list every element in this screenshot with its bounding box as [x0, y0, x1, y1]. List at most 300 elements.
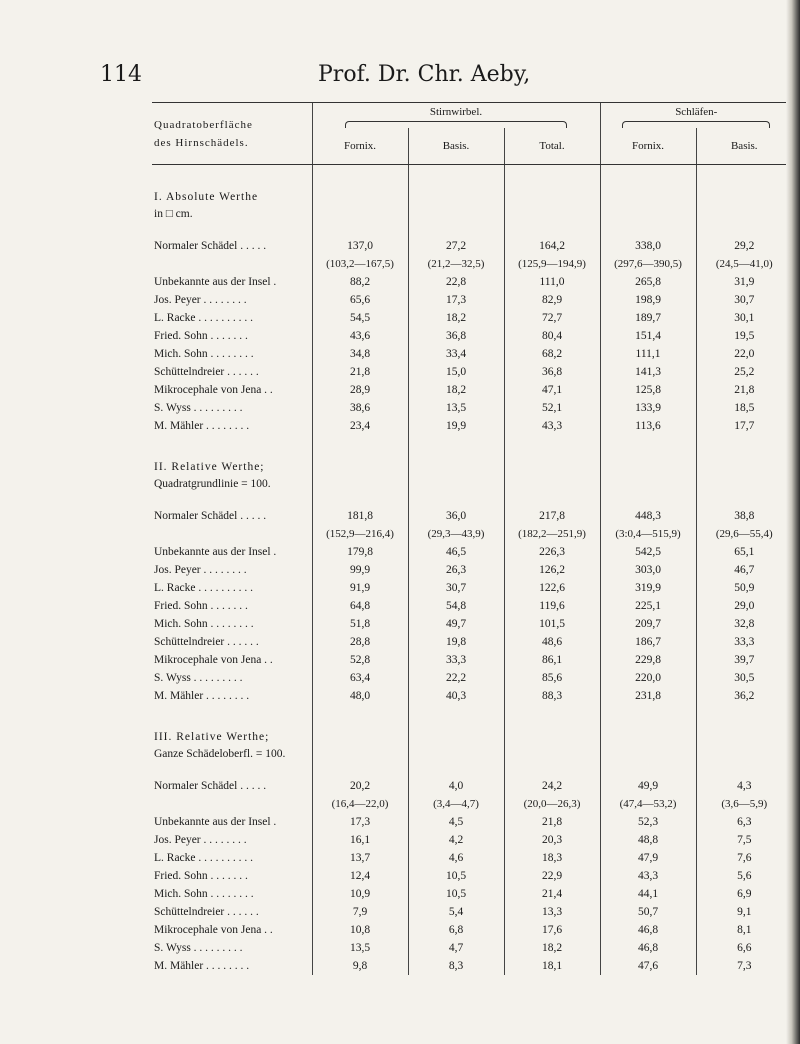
- spacer-cell: [312, 223, 408, 237]
- row-label: L. Racke . . . . . . . . . .: [154, 582, 254, 594]
- range-label-cell: [152, 525, 312, 543]
- value-cell: 22,2: [408, 669, 504, 687]
- value-cell: 21,8: [504, 813, 600, 831]
- value-cell: 43,3: [504, 417, 600, 435]
- value-cell: 18,2: [504, 939, 600, 957]
- value-cell: 47,9: [600, 849, 696, 867]
- value-cell: 43,3: [600, 867, 696, 885]
- value-cell: 18,3: [504, 849, 600, 867]
- page-number: 114: [100, 62, 142, 87]
- value-cell: 189,7: [600, 309, 696, 327]
- group-header-stirnwirbel: [312, 103, 600, 129]
- range-cell: (24,5—41,0): [696, 255, 792, 273]
- value-cell: 22,0: [696, 345, 792, 363]
- page-header: [100, 62, 700, 92]
- value-cell: 179,8: [312, 543, 408, 561]
- value-cell: 48,8: [600, 831, 696, 849]
- table-row: [152, 939, 792, 957]
- value-cell: 126,2: [504, 561, 600, 579]
- value-cell: 33,4: [408, 345, 504, 363]
- value-cell: 88,3: [504, 687, 600, 705]
- value-cell: 226,3: [504, 543, 600, 561]
- value-cell: 4,6: [408, 849, 504, 867]
- value-cell: 13,7: [312, 849, 408, 867]
- row-label: Mikrocephale von Jena . .: [154, 654, 273, 666]
- range-cell: (16,4—22,0): [312, 795, 408, 813]
- value-cell: 5,4: [408, 903, 504, 921]
- table-body: [152, 165, 792, 976]
- value-cell: 43,6: [312, 327, 408, 345]
- value-cell: 52,3: [600, 813, 696, 831]
- section-title: [152, 165, 312, 224]
- value-cell: 46,8: [600, 921, 696, 939]
- table-row: [152, 777, 792, 795]
- range-cell: (125,9—194,9): [504, 255, 600, 273]
- spacer-cell: [408, 763, 504, 777]
- value-cell: 52,1: [504, 399, 600, 417]
- value-cell: 4,7: [408, 939, 504, 957]
- value-cell: 225,1: [600, 597, 696, 615]
- value-cell: 38,6: [312, 399, 408, 417]
- spacer-cell: [600, 493, 696, 507]
- col-head-basis: Basis.: [408, 128, 504, 165]
- table-row: [152, 903, 792, 921]
- table-row: [152, 561, 792, 579]
- range-label-cell: [152, 255, 312, 273]
- row-label: Mich. Sohn . . . . . . . .: [154, 348, 254, 360]
- range-cell: (297,6—390,5): [600, 255, 696, 273]
- value-cell: 50,9: [696, 579, 792, 597]
- value-cell: 9,1: [696, 903, 792, 921]
- col-head-fornix-2: Fornix.: [600, 128, 696, 165]
- row-label: Schüttelndreier . . . . . .: [154, 366, 259, 378]
- range-cell: (103,2—167,5): [312, 255, 408, 273]
- value-cell: 39,7: [696, 651, 792, 669]
- value-cell: 34,8: [312, 345, 408, 363]
- corner-label-line1: Quadratoberfläche: [154, 118, 253, 131]
- spacer-row: [152, 493, 792, 507]
- empty-cell: [600, 705, 696, 763]
- spacer-row: [152, 763, 792, 777]
- range-cell: (47,4—53,2): [600, 795, 696, 813]
- table-row: [152, 399, 792, 417]
- value-cell: 119,6: [504, 597, 600, 615]
- section-subheading: Ganze Schädeloberfl. = 100.: [154, 748, 286, 760]
- value-cell: 7,5: [696, 831, 792, 849]
- value-cell: 36,8: [504, 363, 600, 381]
- table-header: [152, 103, 792, 165]
- value-cell: 38,8: [696, 507, 792, 525]
- table-row: [152, 507, 792, 525]
- table-row: [152, 309, 792, 327]
- row-label: Jos. Peyer . . . . . . . .: [154, 564, 247, 576]
- value-cell: 9,8: [312, 957, 408, 975]
- value-cell: 28,9: [312, 381, 408, 399]
- value-cell: 20,2: [312, 777, 408, 795]
- value-cell: 319,9: [600, 579, 696, 597]
- value-cell: 15,0: [408, 363, 504, 381]
- value-cell: 17,6: [504, 921, 600, 939]
- table-row: [152, 345, 792, 363]
- empty-cell: [504, 165, 600, 224]
- empty-cell: [408, 165, 504, 224]
- value-cell: 7,6: [696, 849, 792, 867]
- table-row: [152, 813, 792, 831]
- value-cell: 54,8: [408, 597, 504, 615]
- table-row: [152, 417, 792, 435]
- row-label: Mich. Sohn . . . . . . . .: [154, 888, 254, 900]
- range-cell: (3,6—5,9): [696, 795, 792, 813]
- table-row: [152, 579, 792, 597]
- range-cell: (152,9—216,4): [312, 525, 408, 543]
- value-cell: 10,5: [408, 867, 504, 885]
- value-cell: 448,3: [600, 507, 696, 525]
- spacer-cell: [152, 223, 312, 237]
- value-cell: 65,6: [312, 291, 408, 309]
- empty-cell: [408, 435, 504, 493]
- value-cell: 13,3: [504, 903, 600, 921]
- row-label: Mikrocephale von Jena . .: [154, 924, 273, 936]
- value-cell: 21,8: [312, 363, 408, 381]
- value-cell: 164,2: [504, 237, 600, 255]
- value-cell: 31,9: [696, 273, 792, 291]
- spacer-cell: [408, 223, 504, 237]
- row-label: L. Racke . . . . . . . . . .: [154, 852, 254, 864]
- value-cell: 51,8: [312, 615, 408, 633]
- row-label: Fried. Sohn . . . . . . .: [154, 600, 248, 612]
- table-row: [152, 273, 792, 291]
- value-cell: 125,8: [600, 381, 696, 399]
- value-cell: 4,0: [408, 777, 504, 795]
- value-cell: 19,8: [408, 633, 504, 651]
- brace-stirnwirbel: [345, 121, 568, 128]
- value-cell: 28,8: [312, 633, 408, 651]
- value-cell: 36,8: [408, 327, 504, 345]
- value-cell: 5,6: [696, 867, 792, 885]
- value-cell: 24,2: [504, 777, 600, 795]
- value-cell: 101,5: [504, 615, 600, 633]
- range-label-cell: [152, 795, 312, 813]
- value-cell: 29,2: [696, 237, 792, 255]
- section-title-row: [152, 165, 792, 224]
- value-cell: 29,0: [696, 597, 792, 615]
- range-cell: (3,4—4,7): [408, 795, 504, 813]
- value-cell: 17,7: [696, 417, 792, 435]
- spacer-cell: [504, 763, 600, 777]
- value-cell: 49,9: [600, 777, 696, 795]
- range-cell: (29,6—55,4): [696, 525, 792, 543]
- row-label: Unbekannte aus der Insel .: [154, 816, 277, 828]
- range-row: [152, 255, 792, 273]
- empty-cell: [312, 705, 408, 763]
- table-row: [152, 687, 792, 705]
- measurement-table: [152, 102, 792, 975]
- value-cell: 63,4: [312, 669, 408, 687]
- value-cell: 137,0: [312, 237, 408, 255]
- empty-cell: [696, 165, 792, 224]
- row-label: Normaler Schädel . . . . .: [154, 240, 267, 252]
- value-cell: 10,8: [312, 921, 408, 939]
- row-label: Jos. Peyer . . . . . . . .: [154, 834, 247, 846]
- value-cell: 198,9: [600, 291, 696, 309]
- value-cell: 12,4: [312, 867, 408, 885]
- table-row: [152, 633, 792, 651]
- value-cell: 17,3: [312, 813, 408, 831]
- value-cell: 209,7: [600, 615, 696, 633]
- value-cell: 6,9: [696, 885, 792, 903]
- row-label: Schüttelndreier . . . . . .: [154, 636, 259, 648]
- value-cell: 25,2: [696, 363, 792, 381]
- table-row: [152, 327, 792, 345]
- value-cell: 4,3: [696, 777, 792, 795]
- spacer-cell: [696, 493, 792, 507]
- table-row: [152, 237, 792, 255]
- value-cell: 10,9: [312, 885, 408, 903]
- table-row: [152, 651, 792, 669]
- empty-cell: [696, 705, 792, 763]
- value-cell: 542,5: [600, 543, 696, 561]
- value-cell: 113,6: [600, 417, 696, 435]
- value-cell: 44,1: [600, 885, 696, 903]
- range-cell: (21,2—32,5): [408, 255, 504, 273]
- value-cell: 64,8: [312, 597, 408, 615]
- empty-cell: [312, 165, 408, 224]
- value-cell: 33,3: [408, 651, 504, 669]
- spacer-cell: [696, 223, 792, 237]
- row-label: Mich. Sohn . . . . . . . .: [154, 618, 254, 630]
- spacer-cell: [696, 763, 792, 777]
- value-cell: 26,3: [408, 561, 504, 579]
- value-cell: 30,5: [696, 669, 792, 687]
- value-cell: 6,8: [408, 921, 504, 939]
- value-cell: 231,8: [600, 687, 696, 705]
- group-label-schlaefen: Schläfen-: [675, 106, 718, 118]
- row-label: Fried. Sohn . . . . . . .: [154, 870, 248, 882]
- value-cell: 141,3: [600, 363, 696, 381]
- empty-cell: [600, 165, 696, 224]
- value-cell: 122,6: [504, 579, 600, 597]
- row-label: Unbekannte aus der Insel .: [154, 546, 277, 558]
- page-edge-shadow: [786, 0, 800, 1044]
- row-label: M. Mähler . . . . . . . .: [154, 960, 250, 972]
- value-cell: 111,0: [504, 273, 600, 291]
- table-row: [152, 831, 792, 849]
- row-label: Normaler Schädel . . . . .: [154, 510, 267, 522]
- value-cell: 229,8: [600, 651, 696, 669]
- value-cell: 7,3: [696, 957, 792, 975]
- spacer-cell: [312, 763, 408, 777]
- value-cell: 6,6: [696, 939, 792, 957]
- table-row: [152, 921, 792, 939]
- spacer-cell: [408, 493, 504, 507]
- row-label: M. Mähler . . . . . . . .: [154, 420, 250, 432]
- value-cell: 21,4: [504, 885, 600, 903]
- spacer-cell: [600, 763, 696, 777]
- table-row: [152, 381, 792, 399]
- value-cell: 46,5: [408, 543, 504, 561]
- section-title: [152, 435, 312, 493]
- value-cell: 48,0: [312, 687, 408, 705]
- value-cell: 8,1: [696, 921, 792, 939]
- value-cell: 32,8: [696, 615, 792, 633]
- value-cell: 72,7: [504, 309, 600, 327]
- section-subheading: Quadratgrundlinie = 100.: [154, 478, 271, 490]
- range-cell: (3:0,4—515,9): [600, 525, 696, 543]
- value-cell: 52,8: [312, 651, 408, 669]
- value-cell: 30,7: [696, 291, 792, 309]
- value-cell: 4,5: [408, 813, 504, 831]
- value-cell: 19,9: [408, 417, 504, 435]
- value-cell: 151,4: [600, 327, 696, 345]
- section-title-row: [152, 435, 792, 493]
- value-cell: 8,3: [408, 957, 504, 975]
- row-label: S. Wyss . . . . . . . . .: [154, 942, 243, 954]
- col-head-fornix: Fornix.: [312, 128, 408, 165]
- value-cell: 46,8: [600, 939, 696, 957]
- value-cell: 47,1: [504, 381, 600, 399]
- value-cell: 40,3: [408, 687, 504, 705]
- table-row: [152, 669, 792, 687]
- empty-cell: [600, 435, 696, 493]
- section-heading: III. Relative Werthe;: [154, 731, 270, 743]
- value-cell: 99,9: [312, 561, 408, 579]
- table-row: [152, 615, 792, 633]
- value-cell: 133,9: [600, 399, 696, 417]
- value-cell: 46,7: [696, 561, 792, 579]
- spacer-cell: [152, 493, 312, 507]
- group-label-stirnwirbel: Stirnwirbel.: [429, 106, 483, 118]
- group-header-schlaefen: [600, 103, 792, 129]
- value-cell: 80,4: [504, 327, 600, 345]
- value-cell: 36,0: [408, 507, 504, 525]
- corner-header: [152, 103, 312, 165]
- value-cell: 88,2: [312, 273, 408, 291]
- col-head-total: Total.: [504, 128, 600, 165]
- value-cell: 18,2: [408, 309, 504, 327]
- value-cell: 68,2: [504, 345, 600, 363]
- value-cell: 49,7: [408, 615, 504, 633]
- value-cell: 85,6: [504, 669, 600, 687]
- value-cell: 4,2: [408, 831, 504, 849]
- range-cell: (29,3—43,9): [408, 525, 504, 543]
- value-cell: 338,0: [600, 237, 696, 255]
- spacer-row: [152, 223, 792, 237]
- value-cell: 186,7: [600, 633, 696, 651]
- value-cell: 18,5: [696, 399, 792, 417]
- range-row: [152, 795, 792, 813]
- value-cell: 50,7: [600, 903, 696, 921]
- spacer-cell: [152, 763, 312, 777]
- table-row: [152, 867, 792, 885]
- row-label: L. Racke . . . . . . . . . .: [154, 312, 254, 324]
- value-cell: 22,9: [504, 867, 600, 885]
- value-cell: 7,9: [312, 903, 408, 921]
- col-head-basis-2: Basis.: [696, 128, 792, 165]
- table-row: [152, 885, 792, 903]
- section-title: [152, 705, 312, 763]
- section-title-row: [152, 705, 792, 763]
- value-cell: 86,1: [504, 651, 600, 669]
- value-cell: 181,8: [312, 507, 408, 525]
- range-cell: (20,0—26,3): [504, 795, 600, 813]
- value-cell: 48,6: [504, 633, 600, 651]
- value-cell: 20,3: [504, 831, 600, 849]
- table-row: [152, 597, 792, 615]
- table-row: [152, 291, 792, 309]
- value-cell: 265,8: [600, 273, 696, 291]
- value-cell: 47,6: [600, 957, 696, 975]
- value-cell: 33,3: [696, 633, 792, 651]
- value-cell: 220,0: [600, 669, 696, 687]
- empty-cell: [408, 705, 504, 763]
- value-cell: 21,8: [696, 381, 792, 399]
- value-cell: 23,4: [312, 417, 408, 435]
- row-label: Schüttelndreier . . . . . .: [154, 906, 259, 918]
- value-cell: 111,1: [600, 345, 696, 363]
- value-cell: 13,5: [408, 399, 504, 417]
- running-title: Prof. Dr. Chr. Aeby,: [318, 62, 531, 87]
- row-label: M. Mähler . . . . . . . .: [154, 690, 250, 702]
- value-cell: 19,5: [696, 327, 792, 345]
- row-label: Normaler Schädel . . . . .: [154, 780, 267, 792]
- section-subheading: in □ cm.: [154, 208, 193, 220]
- value-cell: 16,1: [312, 831, 408, 849]
- spacer-cell: [600, 223, 696, 237]
- value-cell: 10,5: [408, 885, 504, 903]
- empty-cell: [504, 435, 600, 493]
- value-cell: 18,1: [504, 957, 600, 975]
- range-cell: (182,2—251,9): [504, 525, 600, 543]
- row-label: Unbekannte aus der Insel .: [154, 276, 277, 288]
- row-label: S. Wyss . . . . . . . . .: [154, 402, 243, 414]
- row-label: Fried. Sohn . . . . . . .: [154, 330, 248, 342]
- empty-cell: [696, 435, 792, 493]
- empty-cell: [312, 435, 408, 493]
- table-row: [152, 543, 792, 561]
- value-cell: 303,0: [600, 561, 696, 579]
- spacer-cell: [312, 493, 408, 507]
- value-cell: 6,3: [696, 813, 792, 831]
- table-row: [152, 363, 792, 381]
- spacer-cell: [504, 223, 600, 237]
- value-cell: 91,9: [312, 579, 408, 597]
- value-cell: 54,5: [312, 309, 408, 327]
- section-heading: II. Relative Werthe;: [154, 461, 265, 473]
- value-cell: 27,2: [408, 237, 504, 255]
- corner-label-line2: des Hirnschädels.: [154, 136, 249, 149]
- range-row: [152, 525, 792, 543]
- empty-cell: [504, 705, 600, 763]
- value-cell: 82,9: [504, 291, 600, 309]
- row-label: Jos. Peyer . . . . . . . .: [154, 294, 247, 306]
- row-label: S. Wyss . . . . . . . . .: [154, 672, 243, 684]
- table-row: [152, 957, 792, 975]
- value-cell: 217,8: [504, 507, 600, 525]
- section-heading: I. Absolute Werthe: [154, 191, 259, 203]
- value-cell: 17,3: [408, 291, 504, 309]
- table-row: [152, 849, 792, 867]
- value-cell: 18,2: [408, 381, 504, 399]
- value-cell: 13,5: [312, 939, 408, 957]
- value-cell: 22,8: [408, 273, 504, 291]
- brace-schlaefen: [622, 121, 770, 128]
- row-label: Mikrocephale von Jena . .: [154, 384, 273, 396]
- spacer-cell: [504, 493, 600, 507]
- value-cell: 30,1: [696, 309, 792, 327]
- value-cell: 65,1: [696, 543, 792, 561]
- value-cell: 36,2: [696, 687, 792, 705]
- value-cell: 30,7: [408, 579, 504, 597]
